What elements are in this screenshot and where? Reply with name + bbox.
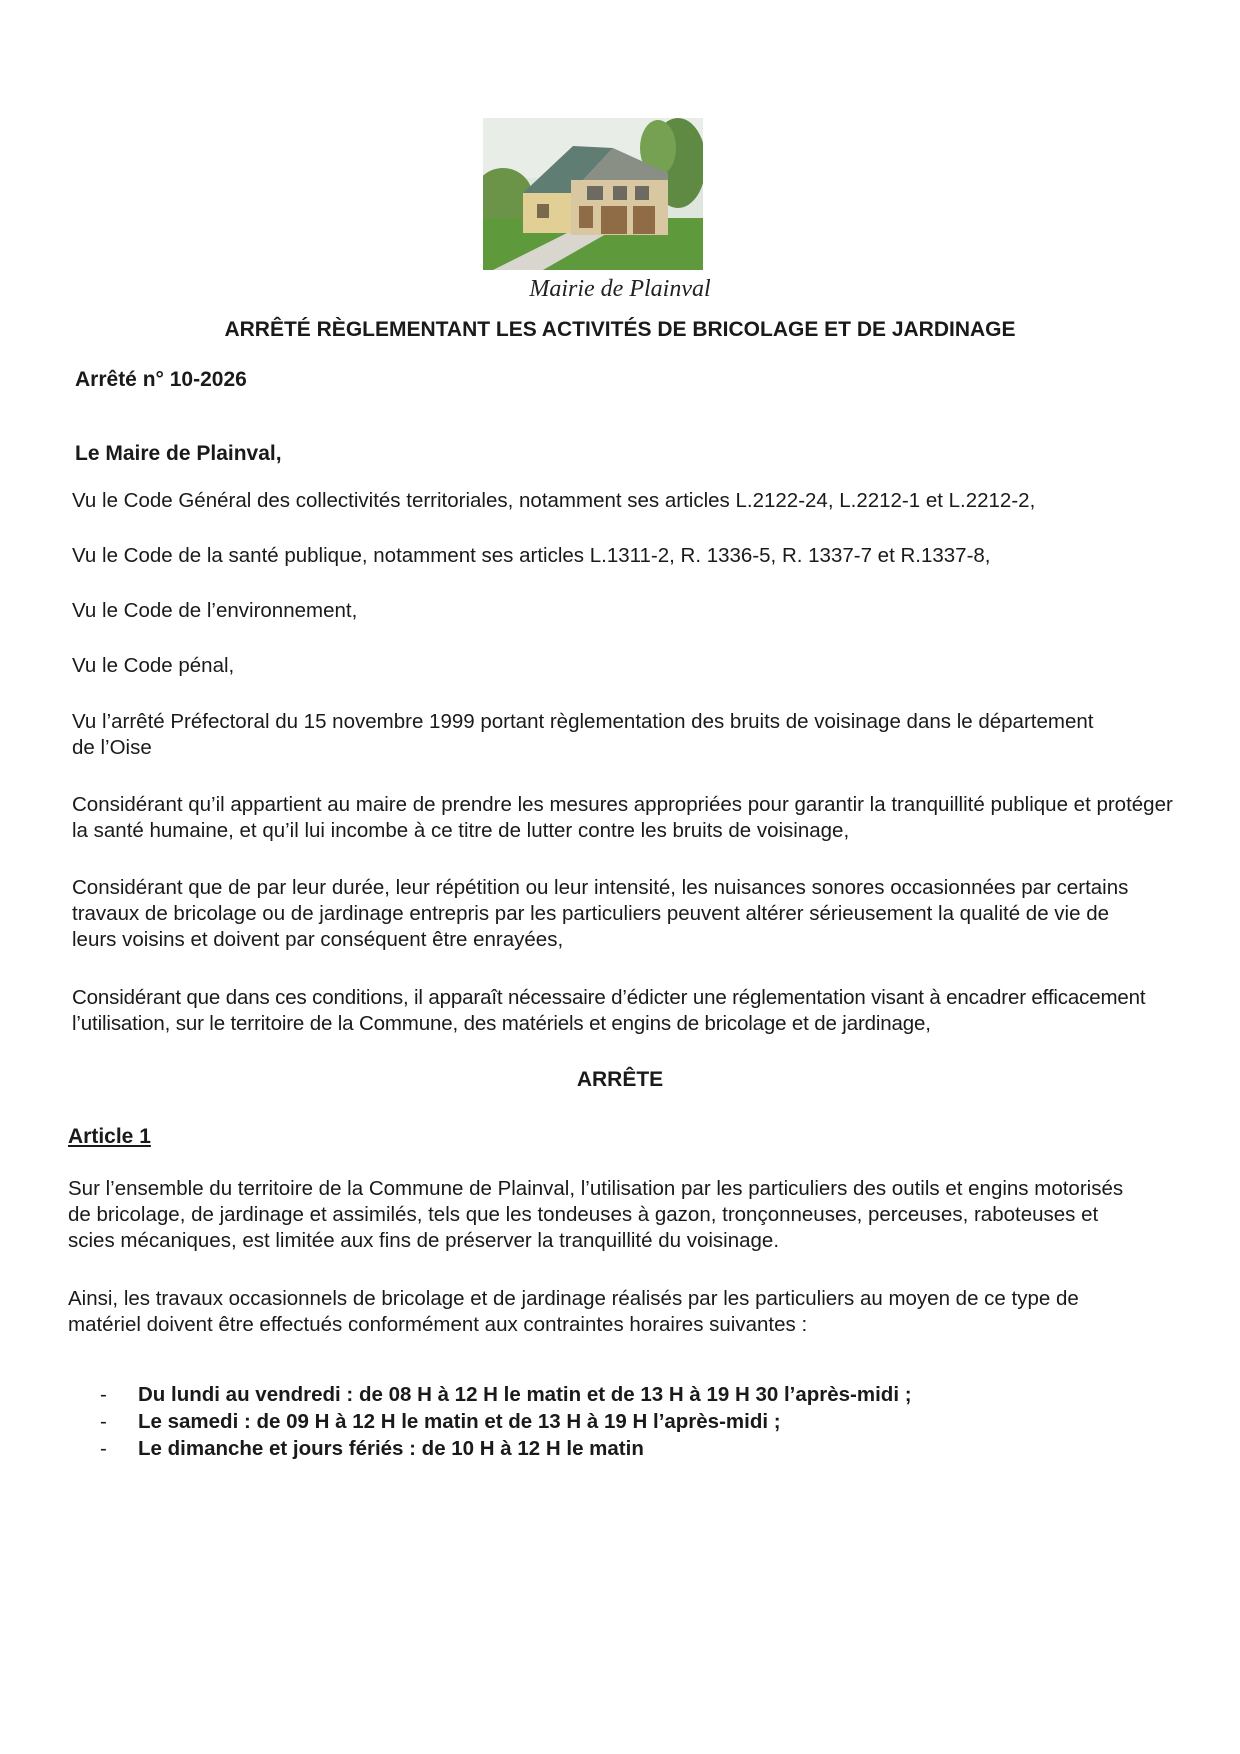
vu-arrete-prefectoral: Vu l’arrêté Préfectoral du 15 novembre 1999 portant règlementation des bruits de voisinage dans le département de l’Oise [72,710,1094,759]
considerant-1: Considérant qu’il appartient au maire de prendre les mesures appropriées pour garantir la tranquillité publique et protéger la santé humaine, et qu’il lui incombe à ce titre de lutter contre les bruits de voisinage, [72,793,1173,842]
article-1-hours-intro: Ainsi, les travaux occasionnels de bricolage et de jardinage réalisés par les particuliers au moyen de ce type de matériel doivent être effectués conformément aux contraintes horaires suivantes : [68,1287,1079,1336]
vu-sante-publique: Vu le Code de la santé publique, notamment ses articles L.1311-2, R. 1336-5, R. 1337-7 et R.1337-8, [72,544,991,567]
town-hall-painting-logo [483,118,703,270]
arrete-number: Arrêté n° 10-2026 [75,368,247,391]
vu-environnement: Vu le Code de l’environnement, [72,599,358,622]
maire-heading: Le Maire de Plainval, [75,442,282,465]
vu-code-penal: Vu le Code pénal, [72,654,235,677]
list-item [96,1408,1196,1435]
mairie-name: Mairie de Plainval [529,276,711,302]
hours-list [96,1381,1196,1462]
hours-sunday-holidays: Le dimanche et jours fériés : de 10 H à 12 H le matin [138,1437,644,1460]
hours-weekdays: Du lundi au vendredi : de 08 H à 12 H le matin et de 13 H à 19 H 30 l’après-midi ; [138,1383,912,1406]
decision-heading: ARRÊTE [576,1068,664,1091]
considerant-2: Considérant que de par leur durée, leur répétition ou leur intensité, les nuisances sonores occasionnées par certains travaux de bricolage ou de jardinage entrepris par les particuliers peuvent altérer sérieusement la qualité de vie de leurs voisins et doivent par conséquent être enrayées, [72,876,1129,951]
hours-saturday: Le samedi : de 09 H à 12 H le matin et de 13 H à 19 H l’après-midi ; [138,1410,781,1433]
considerant-3: Considérant que dans ces conditions, il apparaît nécessaire d’édicter une réglementation visant à encadrer efficacement l’utilisation, sur le territoire de la Commune, des matériels et engins de bricolage et de jardinage, [72,986,1146,1035]
bullet-dash: - [100,1437,107,1460]
bullet-dash: - [100,1410,107,1433]
bullet-dash: - [100,1383,107,1406]
article-1-paragraph: Sur l’ensemble du territoire de la Commune de Plainval, l’utilisation par les particuliers des outils et engins motorisés de bricolage, de jardinage et assimilés, tels que les tondeuses à gazon, tronçonneuses, perceuses, raboteuses et scies mécaniques, est limitée aux fins de préserver la tranquillité du voisinage. [68,1177,1124,1252]
article-1-heading: Article 1 [68,1125,151,1148]
list-item [96,1381,1196,1408]
document-title: ARRÊTÉ RÈGLEMENTANT LES ACTIVITÉS DE BRICOLAGE ET DE JARDINAGE [224,318,1016,341]
list-item [96,1435,1196,1462]
vu-cgct: Vu le Code Général des collectivités territoriales, notamment ses articles L.2122-24, L.2212-1 et L.2212-2, [72,489,1036,512]
town-hall-painting-icon [483,118,703,270]
